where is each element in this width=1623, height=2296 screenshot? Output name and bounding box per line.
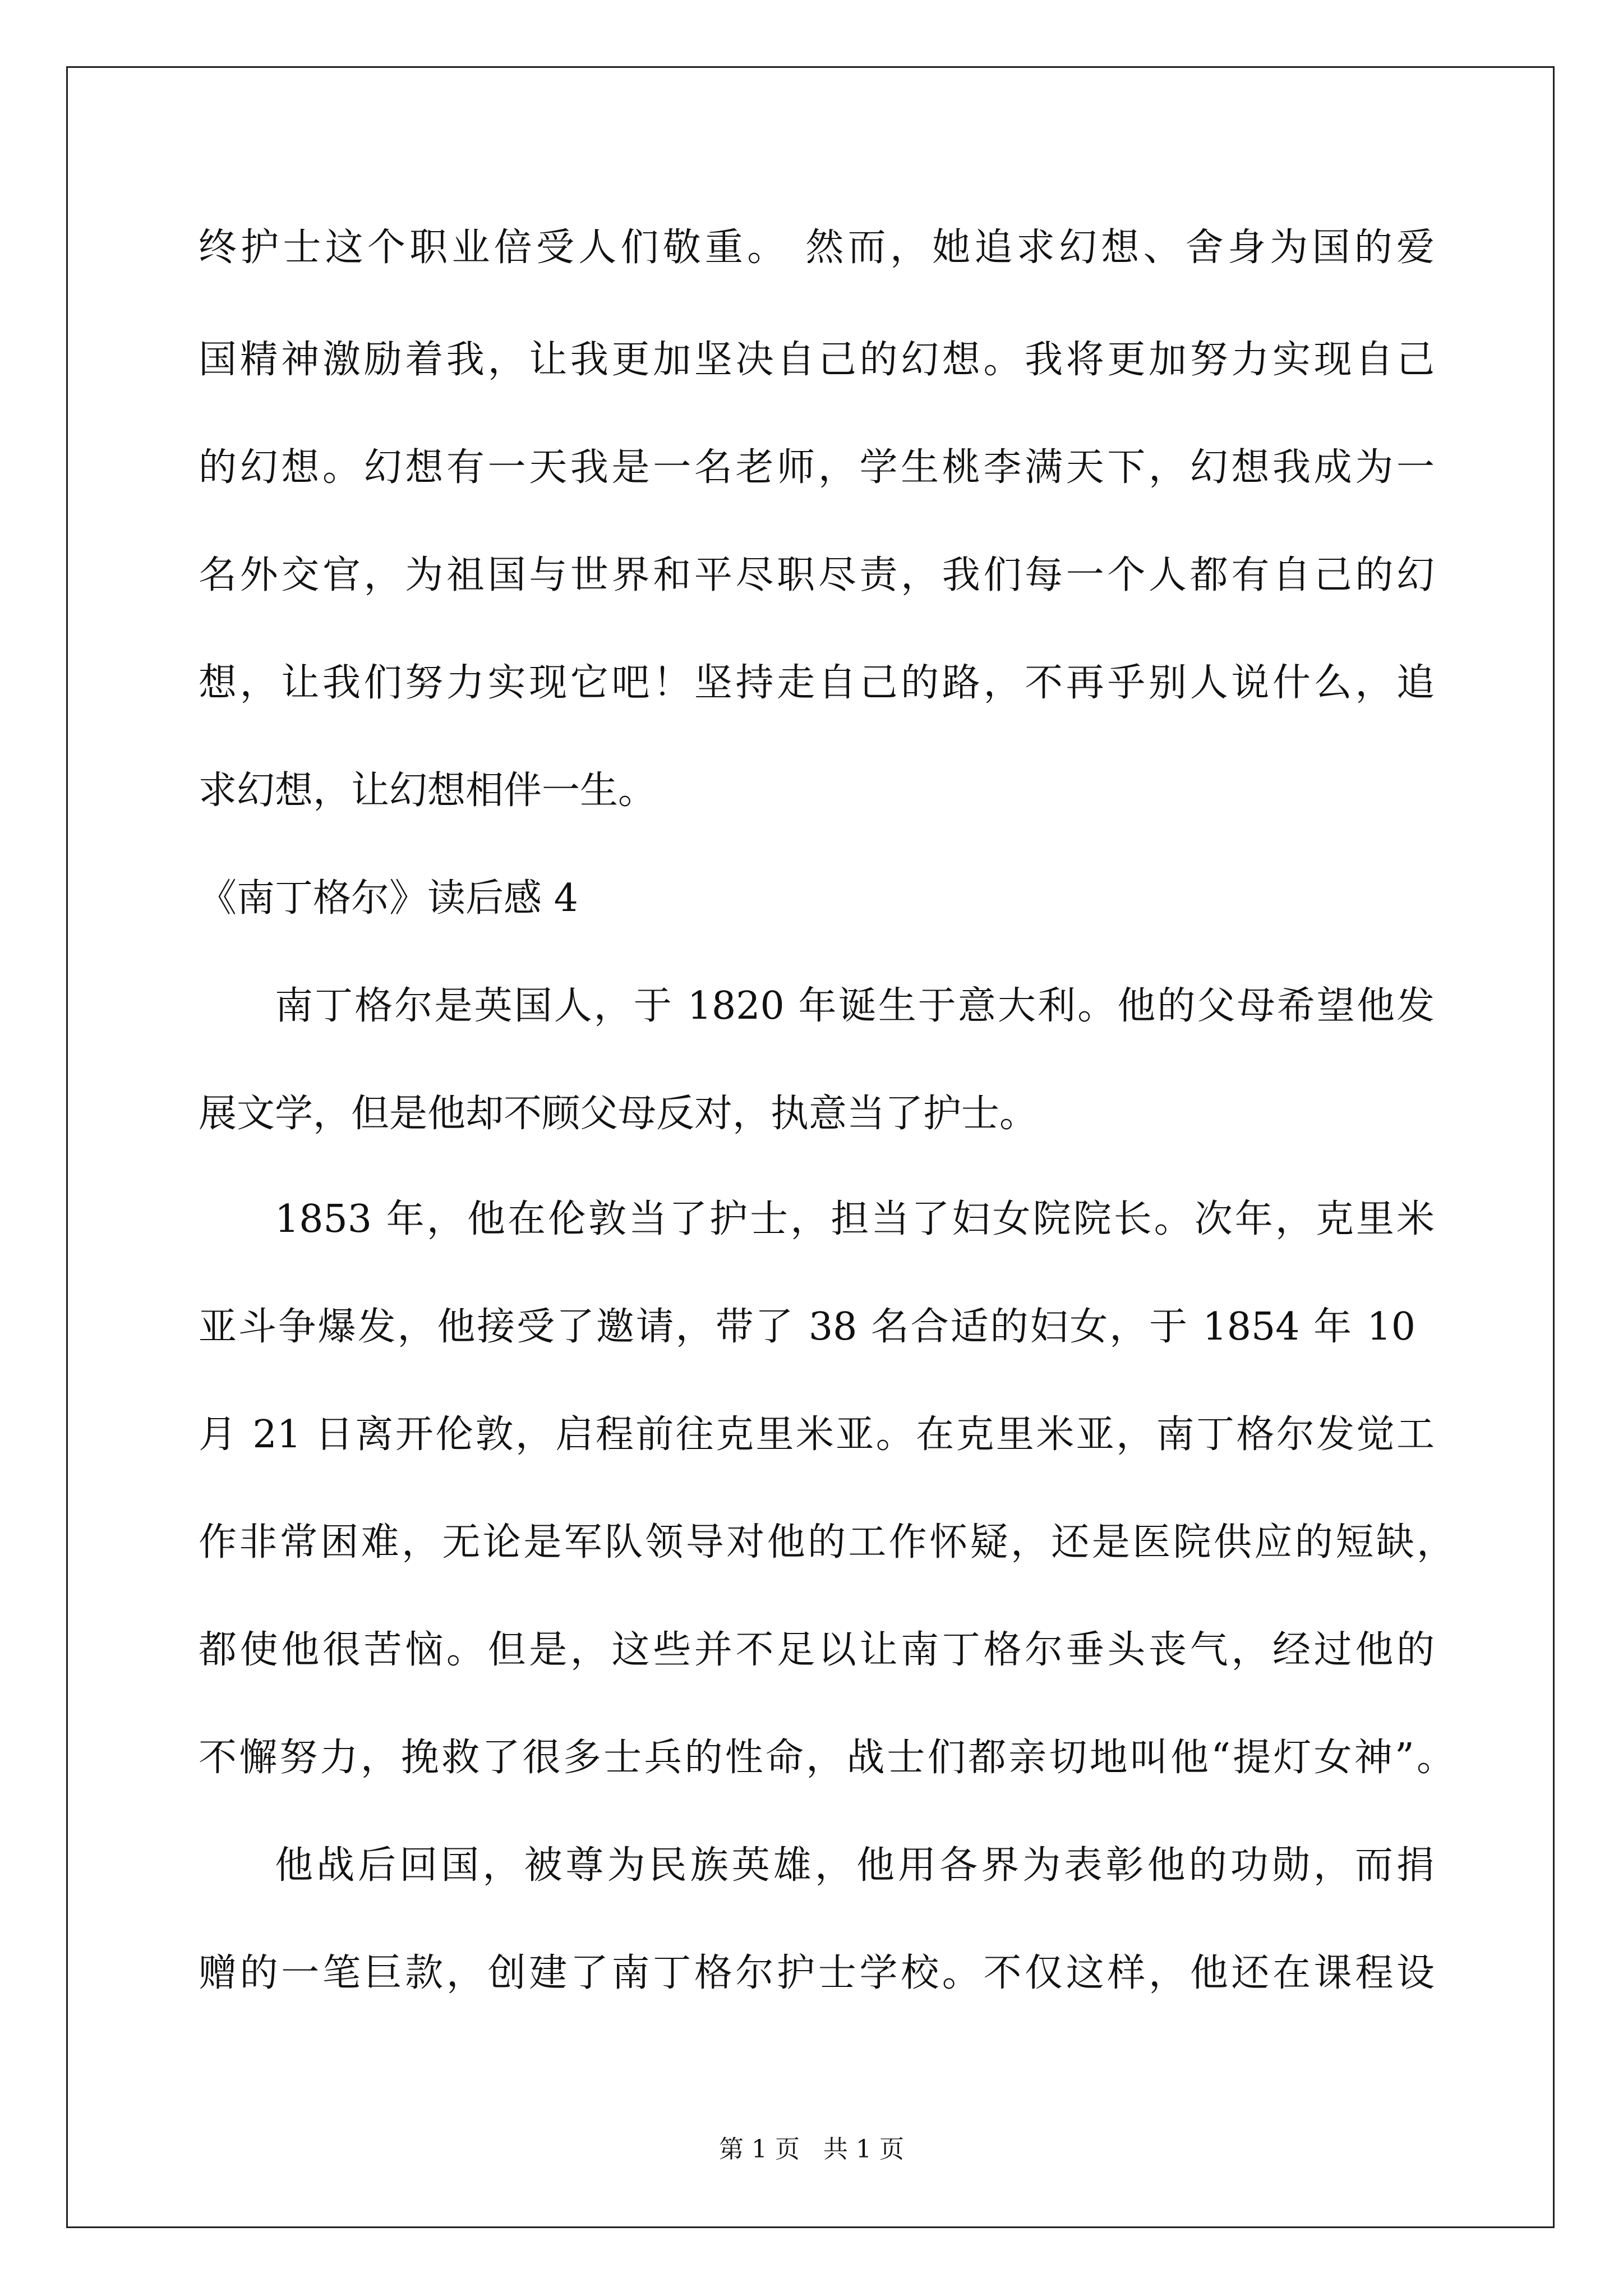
text-line-14: 都使他很苦恼。但是，这些并不足以让南丁格尔垂头丧气，经过他的 bbox=[199, 1628, 1435, 1672]
text-line-2: 国精神激励着我，让我更加坚决自己的幻想。我将更加努力实现自己 bbox=[199, 338, 1435, 382]
text-line-1: 终护士这个职业倍受人们敬重。 然而，她追求幻想、舍身为国的爱 bbox=[199, 226, 1435, 270]
text-line-8: 南丁格尔是英国人，于 1820 年诞生于意大利。他的父母希望他发 bbox=[275, 984, 1435, 1028]
text-line-11: 亚斗争爆发，他接受了邀请，带了 38 名合适的妇女，于 1854 年 10 bbox=[199, 1305, 1415, 1349]
text-line-9: 展文学，但是他却不顾父母反对，执意当了护士。 bbox=[199, 1092, 1038, 1136]
text-line-10: 1853 年，他在伦敦当了护士，担当了妇女院院长。次年，克里米 bbox=[275, 1197, 1435, 1241]
text-line-15: 不懈努力，挽救了很多士兵的性命，战士们都亲切地叫他“提灯女神”。 bbox=[199, 1736, 1455, 1780]
text-line-3: 的幻想。幻想有一天我是一名老师，学生桃李满天下，幻想我成为一 bbox=[199, 445, 1435, 490]
text-line-17: 赠的一笔巨款，创建了南丁格尔护士学校。不仅这样，他还在课程设 bbox=[199, 1951, 1435, 1995]
page-border bbox=[66, 66, 1555, 2228]
text-line-12: 月 21 日离开伦敦，启程前往克里米亚。在克里米亚，南丁格尔发觉工 bbox=[199, 1412, 1435, 1457]
text-line-5: 想，让我们努力实现它吧！坚持走自己的路，不再乎别人说什么，追 bbox=[199, 661, 1435, 705]
section-heading: 《南丁格尔》读后感 4 bbox=[199, 876, 578, 921]
text-line-4: 名外交官，为祖国与世界和平尽职尽责，我们每一个人都有自己的幻 bbox=[199, 553, 1435, 597]
text-line-13: 作非常困难，无论是军队领导对他的工作怀疑，还是医院供应的短缺， bbox=[199, 1520, 1455, 1565]
text-line-16: 他战后回国，被尊为民族英雄，他用各界为表彰他的功勋，而捐 bbox=[275, 1843, 1435, 1888]
text-line-6: 求幻想，让幻想相伴一生。 bbox=[199, 769, 657, 813]
page-indicator: 第 1 页 共 1 页 bbox=[719, 2135, 904, 2164]
